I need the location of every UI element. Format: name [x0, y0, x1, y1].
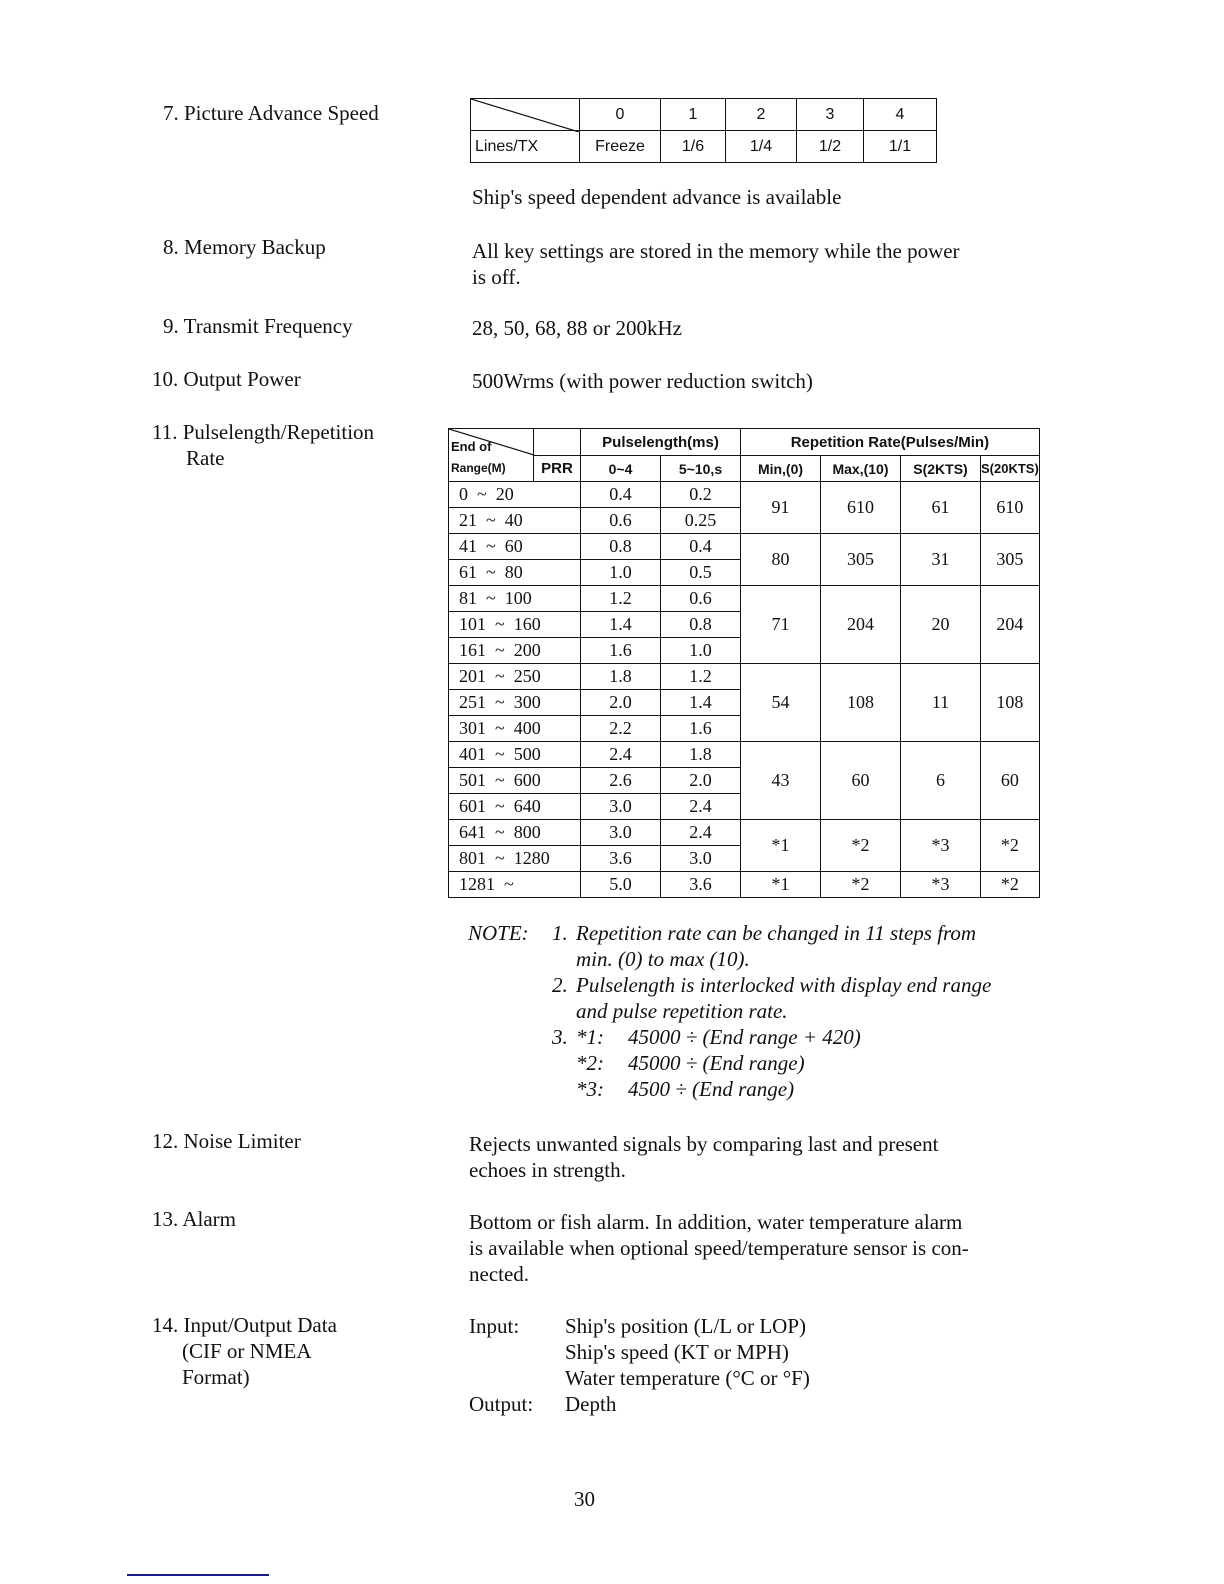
item-7-label: 7. Picture Advance Speed — [163, 101, 379, 125]
table-row: 21 ~ 40 0.6 0.25 — [449, 508, 1040, 534]
item-12-description: Rejects unwanted signals by comparing last and present echoes in strength. — [469, 1132, 939, 1182]
corner-end-of: End of — [449, 429, 534, 456]
max-header: Max,(10) — [821, 456, 901, 482]
s20kts-header: S(20KTS) — [981, 456, 1040, 482]
value-cell: 1/6 — [661, 131, 726, 163]
pulselength-table — [448, 428, 1040, 898]
table-corner-diagonal — [471, 99, 580, 131]
s2kts-header: S(2KTS) — [901, 456, 981, 482]
min-header: Min,(0) — [741, 456, 821, 482]
table-row: 201 ~ 250 1.8 1.2 54 108 11 108 — [449, 664, 1040, 690]
value-cell: 1/4 — [726, 131, 797, 163]
formula-2-key: *2: — [576, 1051, 604, 1075]
page-number: 30 — [574, 1487, 595, 1511]
pulse-5-10-header: 5~10,s — [661, 456, 741, 482]
item-13-description: Bottom or fish alarm. In addition, water temperature alarm is available when optional speed/temperature sensor is con- nected. — [469, 1210, 969, 1286]
formula-1-expr: 45000 ÷ (End range + 420) — [628, 1025, 861, 1049]
item-9-description: 28, 50, 68, 88 or 200kHz — [472, 316, 682, 340]
table-row: 641 ~ 800 3.0 2.4 *1 *2 *3 *2 — [449, 820, 1040, 846]
header-cell: 4 — [864, 99, 937, 131]
item-10-description: 500Wrms (with power reduction switch) — [472, 369, 813, 393]
pulse-0-4-header: 0~4 — [581, 456, 661, 482]
pulselength-header: Pulselength(ms) — [581, 429, 741, 456]
item-10-label: 10. Output Power — [152, 367, 301, 391]
formula-1-key: *1: — [576, 1025, 604, 1049]
note-1-text: Repetition rate can be changed in 11 steps from min. (0) to max (10). — [576, 921, 977, 971]
formula-2-expr: 45000 ÷ (End range) — [628, 1051, 805, 1075]
note-3-num: 3. — [552, 1025, 568, 1049]
row-label: Lines/TX — [471, 131, 580, 163]
item-8-label: 8. Memory Backup — [163, 235, 326, 259]
table-row: 81 ~ 100 1.2 0.6 71 204 20 204 — [449, 586, 1040, 612]
header-cell: 2 — [726, 99, 797, 131]
table-row: 401 ~ 500 2.4 1.8 43 60 6 60 — [449, 742, 1040, 768]
table-row: 0 ~ 20 0.4 0.2 91 610 61 610 — [449, 482, 1040, 508]
output-label: Output: — [469, 1392, 534, 1416]
table-row: 801 ~ 1280 3.6 3.0 — [449, 846, 1040, 872]
header-cell: 0 — [580, 99, 661, 131]
table-row: 501 ~ 600 2.6 2.0 — [449, 768, 1040, 794]
note-1-num: 1. — [552, 921, 568, 945]
table-row: 1281 ~ 5.0 3.6 *1 *2 *3 *2 — [449, 872, 1040, 898]
item-7-description: Ship's speed dependent advance is available — [472, 185, 842, 209]
picture-advance-table — [470, 98, 937, 163]
notes-prefix: NOTE: — [468, 921, 529, 945]
prr-header: PRR — [534, 456, 581, 482]
repetition-header: Repetition Rate(Pulses/Min) — [741, 429, 1040, 456]
input-label: Input: — [469, 1314, 520, 1338]
table-row: 301 ~ 400 2.2 1.6 — [449, 716, 1040, 742]
formula-3-key: *3: — [576, 1077, 604, 1101]
item-11-label: 11. Pulselength/Repetition Rate — [152, 420, 375, 470]
input-list: Ship's position (L/L or LOP) Ship's speed (KT or MPH) Water temperature (°C or °F) — [565, 1314, 810, 1390]
table-row: 41 ~ 60 0.8 0.4 80 305 31 305 — [449, 534, 1040, 560]
note-2-num: 2. — [552, 973, 568, 997]
value-cell: Freeze — [580, 131, 661, 163]
item-13-label: 13. Alarm — [152, 1207, 236, 1231]
header-cell: 1 — [661, 99, 726, 131]
item-9-label: 9. Transmit Frequency — [163, 314, 353, 338]
corner-blank — [534, 429, 581, 456]
value-cell: 1/2 — [797, 131, 864, 163]
table-row: 61 ~ 80 1.0 0.5 — [449, 560, 1040, 586]
output-list: Depth — [565, 1392, 617, 1416]
formula-3-expr: 4500 ÷ (End range) — [628, 1077, 795, 1101]
item-12-label: 12. Noise Limiter — [152, 1129, 301, 1153]
value-cell: 1/1 — [864, 131, 937, 163]
footer-rule — [127, 1574, 269, 1576]
item-14-label: 14. Input/Output Data (CIF or NMEA Format) — [152, 1313, 337, 1389]
note-2-text: Pulselength is interlocked with display end range and pulse repetition rate. — [576, 973, 992, 1023]
table-row: 251 ~ 300 2.0 1.4 — [449, 690, 1040, 716]
table-row: 161 ~ 200 1.6 1.0 — [449, 638, 1040, 664]
range-header: Range(M) — [449, 456, 534, 482]
item-8-description: All key settings are stored in the memory while the power is off. — [472, 239, 960, 289]
header-cell: 3 — [797, 99, 864, 131]
table-row: 101 ~ 160 1.4 0.8 — [449, 612, 1040, 638]
table-row: 601 ~ 640 3.0 2.4 — [449, 794, 1040, 820]
